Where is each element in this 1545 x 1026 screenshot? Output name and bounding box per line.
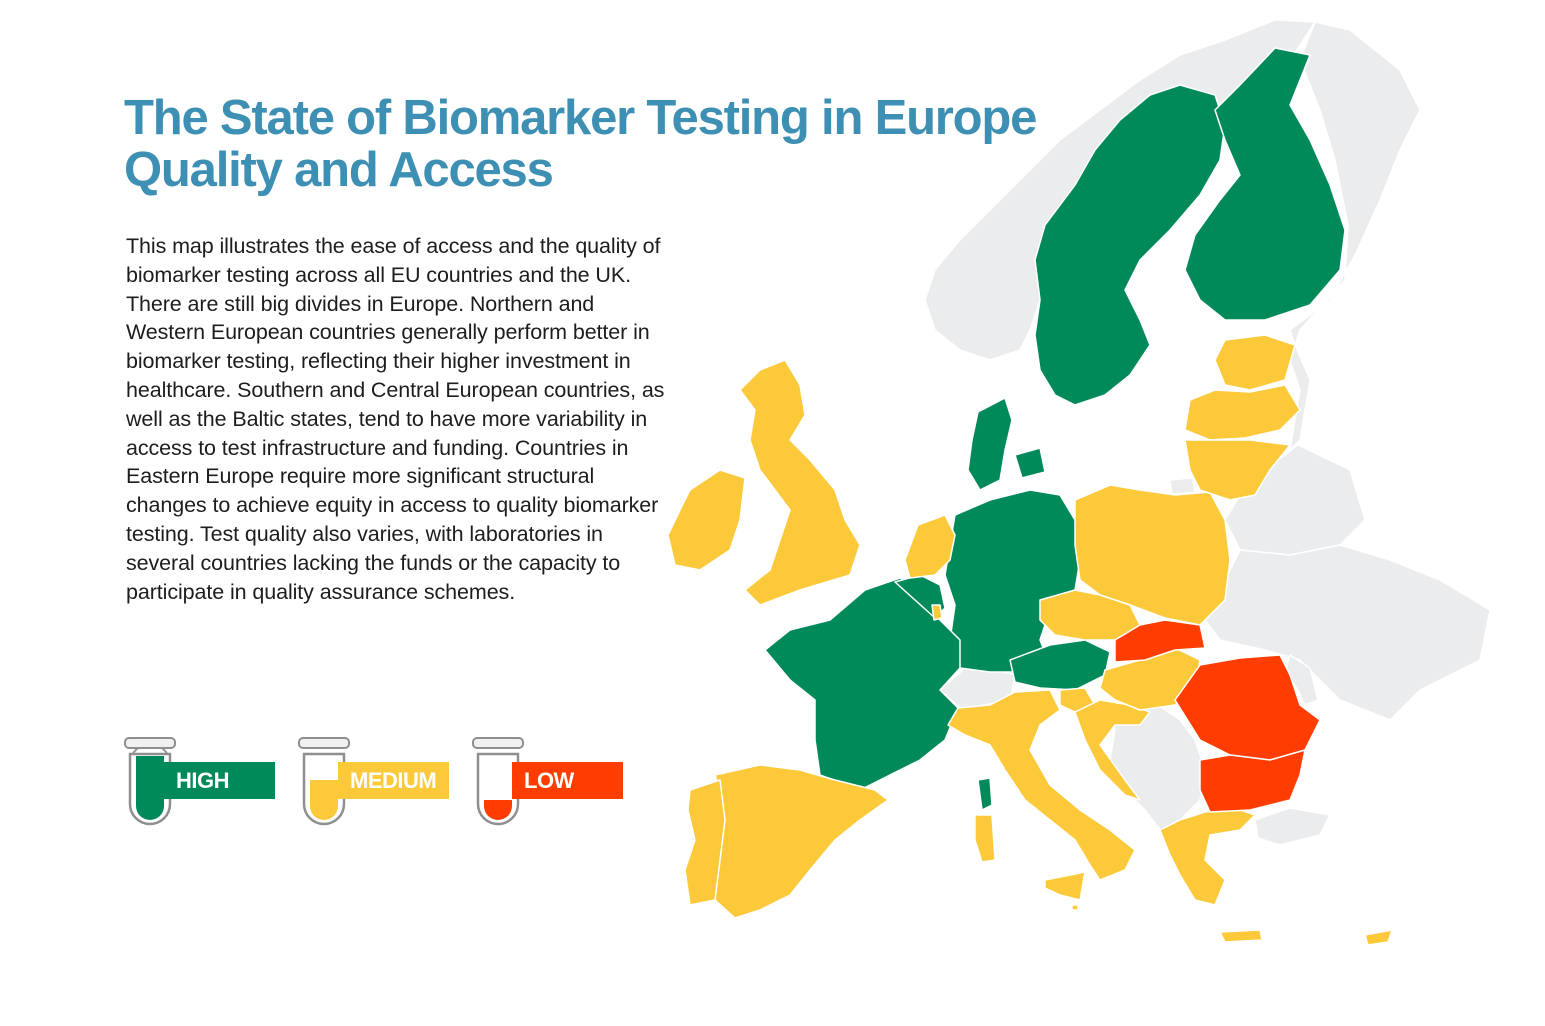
region-united-kingdom xyxy=(740,360,860,605)
region-greece xyxy=(1160,808,1255,905)
region-sardinia xyxy=(975,815,995,862)
legend xyxy=(122,732,632,832)
region-latvia xyxy=(1185,385,1300,440)
region-bulgaria xyxy=(1200,750,1305,812)
legend-item-low xyxy=(470,732,630,832)
region-sicily xyxy=(1045,872,1085,900)
region-malta xyxy=(1072,905,1078,910)
region-cyprus xyxy=(1365,930,1392,945)
region-denmark xyxy=(968,398,1045,490)
region-crete xyxy=(1220,930,1262,942)
region-spain xyxy=(715,765,888,918)
region-corsica xyxy=(978,778,992,810)
region-turkey xyxy=(1255,808,1330,845)
legend-item-medium xyxy=(296,732,456,832)
region-luxembourg xyxy=(932,605,942,620)
region-estonia xyxy=(1215,335,1295,390)
legend-label-low: LOW xyxy=(512,762,623,799)
europe-map xyxy=(660,10,1540,970)
description-text: This map illustrates the ease of access and the quality of biomarker testing across all EU countries and the UK. There are still big divides in Europe. Northern and Western European countries generally perform better in biomarker testing, reflecting their higher investment in healthcare. Southern and Central European countries, as well as the Baltic states, tend to have more variability in access to test infrastructure and funding. Countries in Eastern Europe require more significant structural changes to achieve equity in access to quality biomarker testing. Test quality also varies, with laboratories in several countries lacking the funds or the capacity to participate in quality assurance schemes. xyxy=(126,234,665,604)
legend-label-medium: MEDIUM xyxy=(338,762,449,799)
title-line-2: Quality and Access xyxy=(124,143,553,197)
legend-item-high xyxy=(122,732,282,832)
title-line-1: The State of Biomarker Testing in Europe xyxy=(124,91,1037,145)
region-kaliningrad xyxy=(1170,478,1195,494)
region-ireland xyxy=(668,470,745,570)
legend-label-high: HIGH xyxy=(164,762,275,799)
